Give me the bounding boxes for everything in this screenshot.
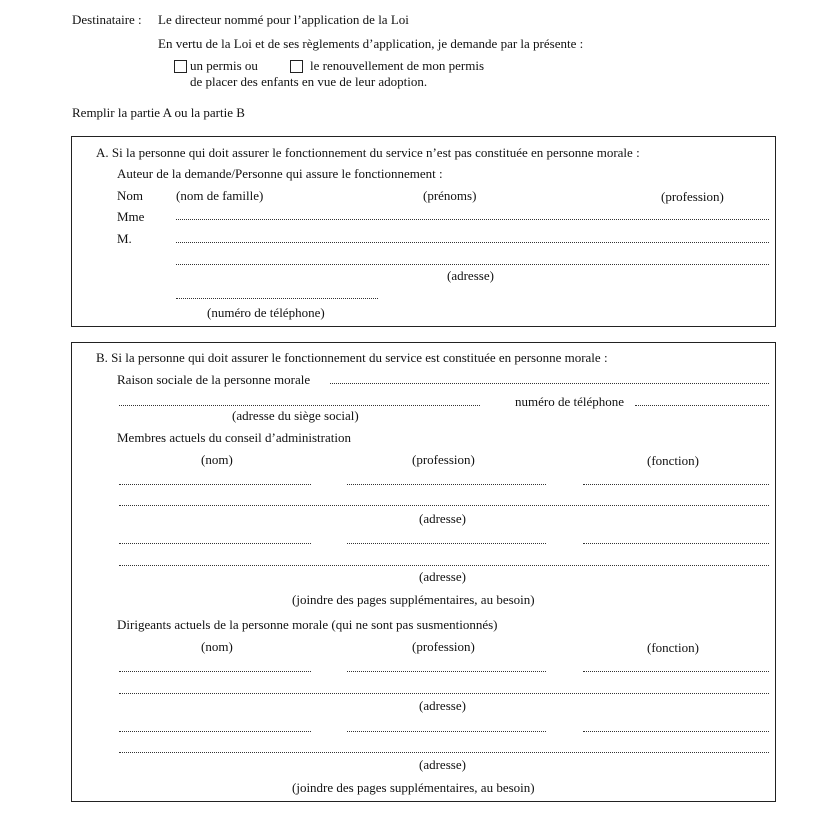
officers-extra-pages-note: (joindre des pages supplémentaires, au besoin) (292, 780, 535, 795)
surname-column-label: (nom de famille) (176, 188, 264, 203)
board-function-field[interactable] (583, 543, 769, 544)
permit-purpose: de placer des enfants en vue de leur adoption. (190, 74, 428, 89)
board-address-label: (adresse) (419, 511, 466, 526)
name-field-line[interactable] (176, 219, 769, 220)
address-field-line[interactable] (176, 264, 769, 265)
renewal-option-label: le renouvellement de mon permis (310, 58, 485, 73)
board-name-field[interactable] (119, 484, 311, 485)
title-nom: Nom (117, 188, 143, 203)
corporate-phone-field[interactable] (635, 405, 769, 406)
corporate-name-field[interactable] (330, 383, 769, 384)
profession-column-label: (profession) (661, 189, 724, 204)
renewal-checkbox[interactable] (290, 60, 303, 73)
head-office-address-field[interactable] (119, 405, 480, 406)
board-members-label: Membres actuels du conseil d’administration (117, 430, 351, 445)
applicant-label: Auteur de la demande/Personne qui assure le fonctionnement : (117, 166, 443, 181)
board-name-column: (nom) (201, 452, 233, 467)
head-office-label: (adresse du siège social) (232, 408, 359, 423)
board-address-field[interactable] (119, 565, 769, 566)
title-m: M. (117, 231, 132, 246)
officer-function-field[interactable] (583, 731, 769, 732)
board-address-label: (adresse) (419, 569, 466, 584)
recipient-label: Destinataire : (72, 12, 142, 27)
request-text: En vertu de la Loi et de ses règlements d’application, je demande par la présente : (158, 36, 584, 51)
recipient-text: Le directeur nommé pour l’application de la Loi (158, 12, 409, 27)
officer-address-label: (adresse) (419, 698, 466, 713)
officer-address-field[interactable] (119, 752, 769, 753)
permit-checkbox[interactable] (174, 60, 187, 73)
board-profession-field[interactable] (347, 543, 546, 544)
title-mme: Mme (117, 209, 145, 224)
name-field-line-2[interactable] (176, 242, 769, 243)
officer-address-field[interactable] (119, 693, 769, 694)
board-name-field[interactable] (119, 543, 311, 544)
officer-address-label: (adresse) (419, 757, 466, 772)
officers-name-column: (nom) (201, 639, 233, 654)
part-b-heading: B. Si la personne qui doit assurer le fonctionnement du service est constituée en personne morale : (96, 350, 608, 365)
corporate-phone-label: numéro de téléphone (515, 394, 625, 409)
officer-function-field[interactable] (583, 671, 769, 672)
officers-label: Dirigeants actuels de la personne morale (qui ne sont pas susmentionnés) (117, 617, 498, 632)
phone-field-line[interactable] (176, 298, 378, 299)
board-profession-column: (profession) (412, 452, 475, 467)
board-profession-field[interactable] (347, 484, 546, 485)
phone-label: (numéro de téléphone) (207, 305, 325, 320)
corporate-name-label: Raison sociale de la personne morale (117, 372, 311, 387)
board-function-column: (fonction) (647, 453, 699, 468)
permit-option-label: un permis ou (190, 58, 258, 73)
officers-function-column: (fonction) (647, 640, 699, 655)
officer-name-field[interactable] (119, 671, 311, 672)
firstnames-column-label: (prénoms) (423, 188, 477, 203)
officer-profession-field[interactable] (347, 671, 546, 672)
officer-name-field[interactable] (119, 731, 311, 732)
part-a-heading: A. Si la personne qui doit assurer le fonctionnement du service n’est pas constituée en personne morale : (96, 145, 640, 160)
officers-profession-column: (profession) (412, 639, 475, 654)
officer-profession-field[interactable] (347, 731, 546, 732)
board-address-field[interactable] (119, 505, 769, 506)
address-label: (adresse) (447, 268, 494, 283)
board-extra-pages-note: (joindre des pages supplémentaires, au besoin) (292, 592, 535, 607)
instruction-text: Remplir la partie A ou la partie B (72, 105, 245, 120)
board-function-field[interactable] (583, 484, 769, 485)
